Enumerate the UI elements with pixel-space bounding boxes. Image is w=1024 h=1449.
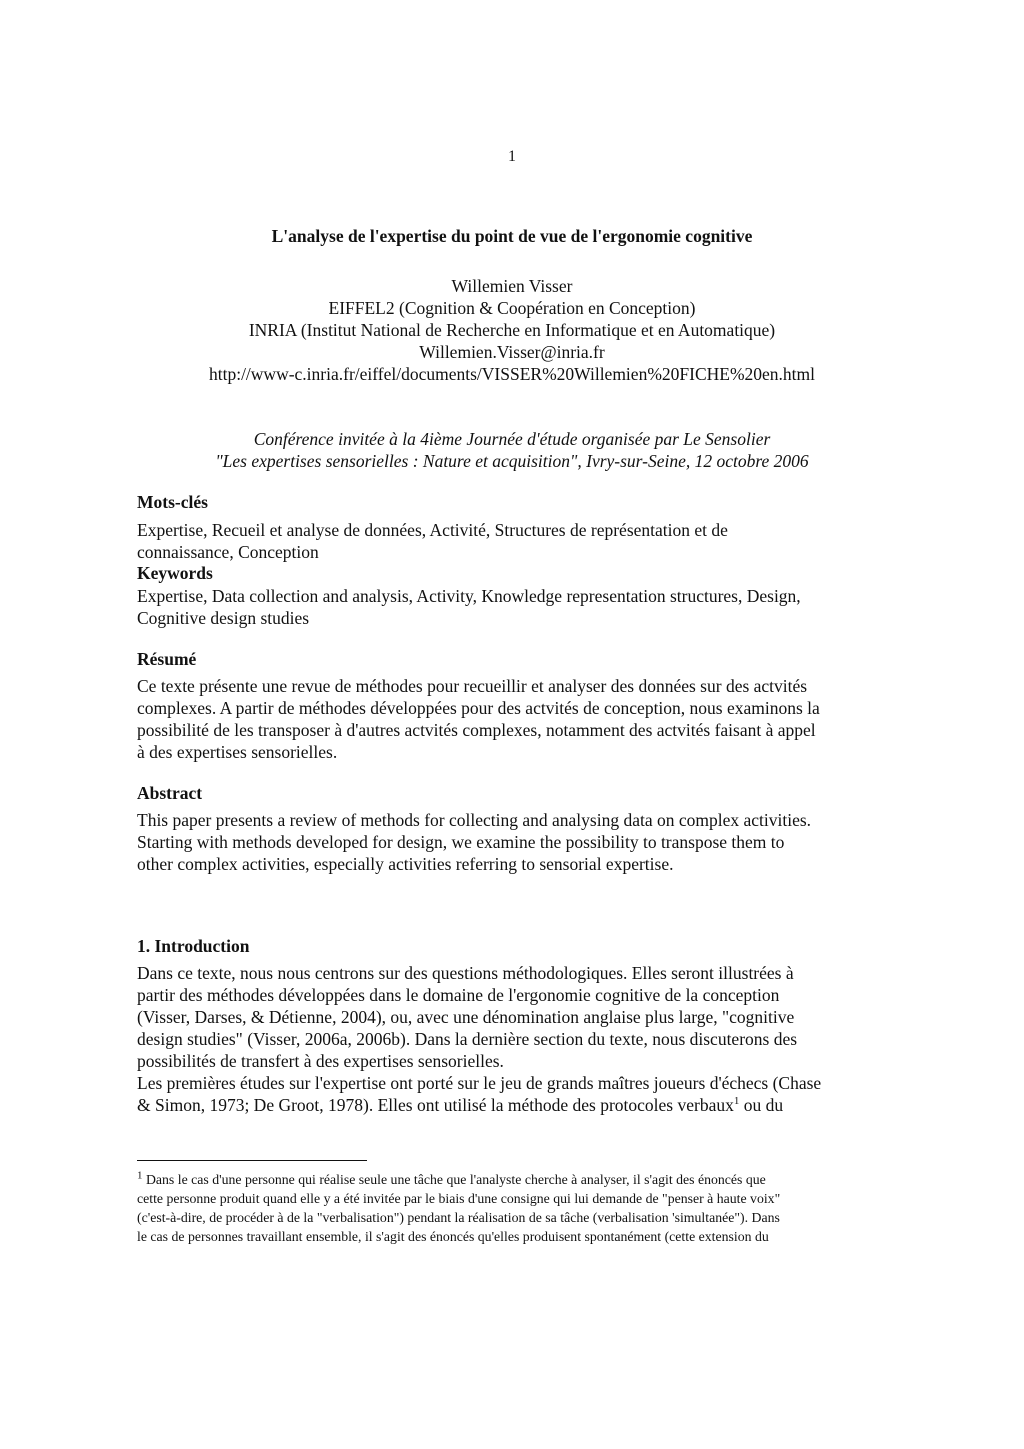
motscles-line: connaissance, Conception [137,542,319,562]
intro-line: design studies" (Visser, 2006a, 2006b). Dans la dernière section du texte, nous discuterons des [137,1029,798,1049]
author-institute: INRIA (Institut National de Recherche en Informatique et en Automatique) [248,320,776,340]
footnote-line: (c'est-à-dire, de procéder à de la "verbalisation") pendant la réalisation de sa tâche (verbalisation 'simultanée"). Dans [137,1210,780,1225]
abstract-line: Starting with methods developed for design, we examine the possibility to transpose them to [137,832,785,852]
footnote-separator [137,1160,367,1161]
resume-line: à des expertises sensorielles. [137,742,338,762]
footnote-line: cette personne produit quand elle y a été invitée par le biais d'une consigne qui lui demande de "penser à haute voix" [137,1191,781,1206]
resume-text [137,675,897,763]
intro-line-text: & Simon, 1973; De Groot, 1978). Elles ont utilisé la méthode des protocoles verbaux [137,1095,734,1115]
abstract-line: This paper presents a review of methods for collecting and analysing data on complex activities. [137,810,812,830]
intro-line-end: ou du [739,1095,784,1115]
abstract-line: other complex activities, especially activities referring to sensorial expertise. [137,854,674,874]
intro-line: possibilités de transfert à des expertises sensorielles. [137,1051,504,1071]
footnote-marker: 1 [137,1169,143,1182]
abstract-heading: Abstract [137,783,203,803]
motscles-text [137,519,897,563]
motscles-heading: Mots-clés [137,492,208,512]
conference-line-2: "Les expertises sensorielles : Nature et acquisition", Ivry-sur-Seine, 12 octobre 2006 [215,451,809,471]
intro-line: (Visser, Darses, & Détienne, 2004), ou, avec une dénomination anglaise plus large, "cognitive [137,1007,795,1027]
author-url[interactable]: http://www-c.inria.fr/eiffel/documents/VISSER%20Willemien%20FICHE%20en.html [208,364,816,384]
keywords-line: Expertise, Data collection and analysis, Activity, Knowledge representation structures, Design, [137,586,801,606]
intro-line-last [137,1094,897,1116]
resume-line: Ce texte présente une revue de méthodes pour recueillir et analyser des données sur des actvités [137,676,808,696]
footnote [137,1170,877,1246]
author-name: Willemien Visser [451,276,573,296]
footnote-ref[interactable]: 1 [733,1095,740,1108]
author-email[interactable]: Willemien.Visser@inria.fr [419,342,605,362]
page-number: 1 [508,148,516,165]
intro-line: Dans ce texte, nous nous centrons sur des questions méthodologiques. Elles seront illustrées à [137,963,794,983]
paper-title: L'analyse de l'expertise du point de vue de l'ergonomie cognitive [271,226,753,246]
resume-heading: Résumé [137,649,197,669]
resume-line: possibilité de les transposer à d'autres actvités complexes, notamment des actvités faisant à appel [137,720,816,740]
author-team: EIFFEL2 (Cognition & Coopération en Conception) [328,298,696,318]
keywords-line: Cognitive design studies [137,608,310,628]
introduction-heading: 1. Introduction [137,936,250,956]
motscles-line: Expertise, Recueil et analyse de données, Activité, Structures de représentation et de [137,520,728,540]
abstract-text [137,809,897,875]
resume-line: complexes. A partir de méthodes développées pour des actvités de conception, nous examinons la [137,698,820,718]
keywords-heading: Keywords [137,563,213,583]
introduction-text [137,962,897,1116]
intro-line: Les premières études sur l'expertise ont porté sur le jeu de grands maîtres joueurs d'échecs (Chase [137,1073,822,1093]
intro-line: partir des méthodes développées dans le domaine de l'ergonomie cognitive de la conception [137,985,780,1005]
footnote-line: le cas de personnes travaillant ensemble, il s'agit des énoncés qu'elles produisent spontanément (cette extension du [137,1229,769,1244]
footnote-line [137,1170,877,1189]
footnote-line-text: Dans le cas d'une personne qui réalise seule une tâche que l'analyste cherche à analyser, il s'agit des énoncés que [142,1172,766,1187]
conference-line-1: Conférence invitée à la 4ième Journée d'étude organisée par Le Sensolier [253,429,771,449]
keywords-text [137,585,897,629]
